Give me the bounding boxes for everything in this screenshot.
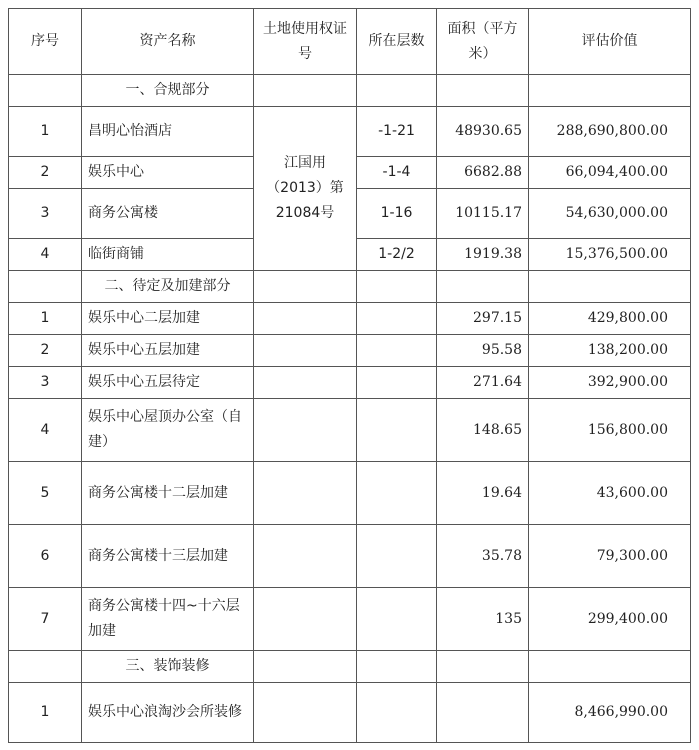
row-area: 6682.88 bbox=[437, 157, 529, 189]
row-name: 商务公寓楼 bbox=[82, 189, 254, 239]
row-value: 43,600.00 bbox=[529, 462, 691, 525]
land-cert-line2: （2013）第 bbox=[266, 180, 344, 196]
row-area: 10115.17 bbox=[437, 189, 529, 239]
row-name: 商务公寓楼十二层加建 bbox=[82, 462, 254, 525]
row-idx: 6 bbox=[9, 525, 82, 588]
row-floor bbox=[357, 335, 437, 367]
row-value: 54,630,000.00 bbox=[529, 189, 691, 239]
row-floor bbox=[357, 399, 437, 462]
row-idx: 1 bbox=[9, 107, 82, 157]
row-name: 昌明心怡酒店 bbox=[82, 107, 254, 157]
table-row bbox=[9, 462, 691, 525]
row-idx: 7 bbox=[9, 588, 82, 651]
row-floor: -1-4 bbox=[357, 157, 437, 189]
table-row bbox=[9, 399, 691, 462]
row-floor bbox=[357, 462, 437, 525]
land-certificate-cell bbox=[254, 107, 357, 271]
section-title: 三、装饰装修 bbox=[82, 651, 254, 683]
header-floor: 所在层数 bbox=[357, 9, 437, 75]
row-idx: 1 bbox=[9, 303, 82, 335]
row-value: 138,200.00 bbox=[529, 335, 691, 367]
row-idx: 1 bbox=[9, 683, 82, 743]
asset-valuation-table bbox=[8, 8, 691, 743]
row-name: 娱乐中心二层加建 bbox=[82, 303, 254, 335]
section-row bbox=[9, 271, 691, 303]
row-idx: 3 bbox=[9, 367, 82, 399]
row-idx: 4 bbox=[9, 239, 82, 271]
row-name: 娱乐中心 bbox=[82, 157, 254, 189]
header-row bbox=[9, 9, 691, 75]
row-idx: 2 bbox=[9, 335, 82, 367]
row-area bbox=[437, 683, 529, 743]
row-value: 66,094,400.00 bbox=[529, 157, 691, 189]
table-row bbox=[9, 367, 691, 399]
row-floor bbox=[357, 367, 437, 399]
table-row bbox=[9, 588, 691, 651]
row-value: 79,300.00 bbox=[529, 525, 691, 588]
section-title: 二、待定及加建部分 bbox=[82, 271, 254, 303]
row-value: 429,800.00 bbox=[529, 303, 691, 335]
row-idx: 3 bbox=[9, 189, 82, 239]
row-area: 135 bbox=[437, 588, 529, 651]
row-value: 299,400.00 bbox=[529, 588, 691, 651]
row-area: 48930.65 bbox=[437, 107, 529, 157]
row-area: 1919.38 bbox=[437, 239, 529, 271]
row-area: 297.15 bbox=[437, 303, 529, 335]
row-area: 19.64 bbox=[437, 462, 529, 525]
row-floor: 1-2/2 bbox=[357, 239, 437, 271]
header-area: 面积（平方米） bbox=[437, 9, 529, 75]
row-floor: -1-21 bbox=[357, 107, 437, 157]
table-row bbox=[9, 525, 691, 588]
row-floor bbox=[357, 683, 437, 743]
row-idx: 4 bbox=[9, 399, 82, 462]
row-floor: 1-16 bbox=[357, 189, 437, 239]
row-name: 娱乐中心五层加建 bbox=[82, 335, 254, 367]
land-cert-line1: 江国用 bbox=[284, 155, 326, 171]
row-area: 271.64 bbox=[437, 367, 529, 399]
header-idx: 序号 bbox=[9, 9, 82, 75]
header-value: 评估价值 bbox=[529, 9, 691, 75]
table-row bbox=[9, 335, 691, 367]
row-floor bbox=[357, 588, 437, 651]
row-name: 商务公寓楼十三层加建 bbox=[82, 525, 254, 588]
row-value: 15,376,500.00 bbox=[529, 239, 691, 271]
row-name: 娱乐中心屋顶办公室（自建） bbox=[82, 399, 254, 462]
row-value: 392,900.00 bbox=[529, 367, 691, 399]
row-area: 148.65 bbox=[437, 399, 529, 462]
row-area: 95.58 bbox=[437, 335, 529, 367]
table-row bbox=[9, 683, 691, 743]
row-idx: 5 bbox=[9, 462, 82, 525]
row-value: 8,466,990.00 bbox=[529, 683, 691, 743]
header-name: 资产名称 bbox=[82, 9, 254, 75]
section-title: 一、合规部分 bbox=[82, 75, 254, 107]
table-row bbox=[9, 107, 691, 157]
header-cert: 土地使用权证号 bbox=[254, 9, 357, 75]
row-name: 商务公寓楼十四~十六层加建 bbox=[82, 588, 254, 651]
land-cert-line3: 21084号 bbox=[275, 205, 335, 221]
row-floor bbox=[357, 303, 437, 335]
section-row bbox=[9, 651, 691, 683]
row-name: 娱乐中心浪淘沙会所装修 bbox=[82, 683, 254, 743]
row-name: 临街商铺 bbox=[82, 239, 254, 271]
row-value: 156,800.00 bbox=[529, 399, 691, 462]
section-row bbox=[9, 75, 691, 107]
row-idx: 2 bbox=[9, 157, 82, 189]
row-value: 288,690,800.00 bbox=[529, 107, 691, 157]
row-name: 娱乐中心五层待定 bbox=[82, 367, 254, 399]
row-area: 35.78 bbox=[437, 525, 529, 588]
row-floor bbox=[357, 525, 437, 588]
table-row bbox=[9, 303, 691, 335]
